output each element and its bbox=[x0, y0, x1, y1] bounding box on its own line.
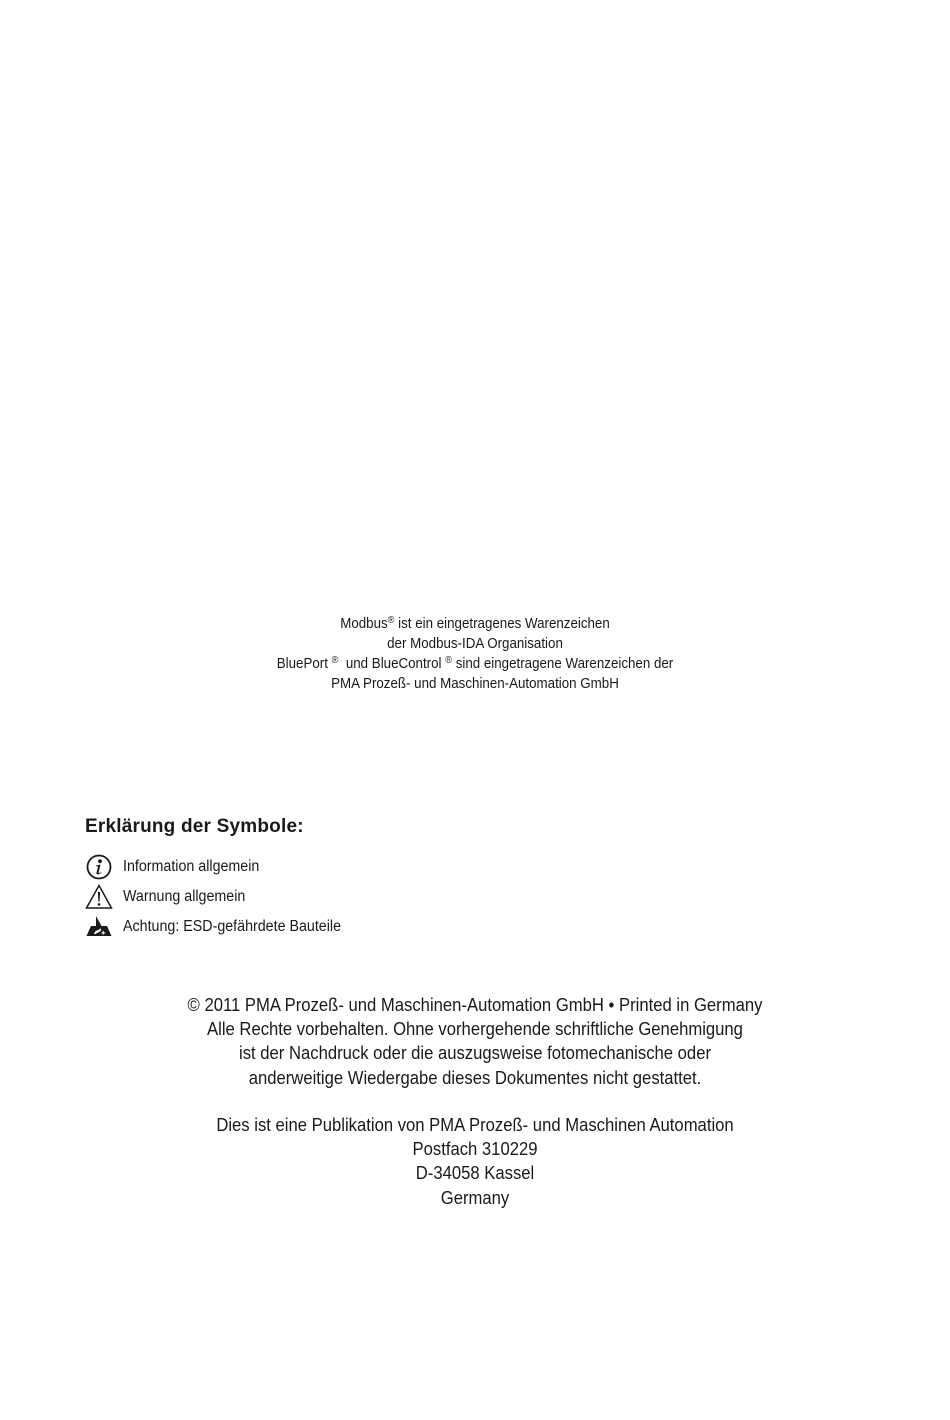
info-icon bbox=[85, 853, 113, 881]
symbol-label-esd: Achtung: ESD-gefährdete Bauteile bbox=[123, 918, 342, 935]
symbol-item-info bbox=[85, 852, 360, 882]
publisher-country: Germany bbox=[440, 1186, 510, 1208]
publisher-address bbox=[48, 1113, 903, 1210]
copyright-line-1: © 2011 PMA Prozeß- und Maschinen-Automation GmbH • Printed in Germany bbox=[187, 994, 763, 1015]
trademark-line-3: BluePort ® und BlueControl ® sind eingetragene Warenzeichen der bbox=[276, 655, 674, 672]
trademark-line-1: Modbus® ist ein eingetragenes Warenzeichen bbox=[340, 615, 610, 632]
publisher-po-box: Postfach 310229 bbox=[412, 1138, 538, 1160]
symbol-item-esd bbox=[85, 912, 360, 942]
copyright-line-2: Alle Rechte vorbehalten. Ohne vorhergehende schriftliche Genehmigung bbox=[207, 1018, 743, 1040]
trademark-notice bbox=[38, 614, 912, 694]
copyright-line-3: ist der Nachdruck oder die auszugsweise fotomechanische oder bbox=[238, 1042, 711, 1064]
trademark-line-4: PMA Prozeß- und Maschinen-Automation GmbH bbox=[331, 676, 619, 692]
copyright-notice bbox=[48, 993, 903, 1090]
publisher-line-1: Dies ist eine Publikation von PMA Prozeß- und Maschinen Automation bbox=[216, 1114, 734, 1135]
trademark-line-2: der Modbus-IDA Organisation bbox=[387, 636, 563, 652]
esd-icon bbox=[85, 913, 113, 941]
symbol-label-warning: Warnung allgemein bbox=[123, 888, 246, 905]
symbol-item-warning bbox=[85, 882, 360, 912]
warning-icon bbox=[85, 883, 113, 911]
copyright-line-4: anderweitige Wiedergabe dieses Dokumentes nicht gestattet. bbox=[248, 1066, 702, 1088]
symbols-heading: Erklärung der Symbole: bbox=[85, 816, 304, 837]
publisher-city: D-34058 Kassel bbox=[415, 1162, 535, 1184]
symbol-legend bbox=[85, 852, 360, 942]
symbol-label-info: Information allgemein bbox=[123, 858, 260, 875]
